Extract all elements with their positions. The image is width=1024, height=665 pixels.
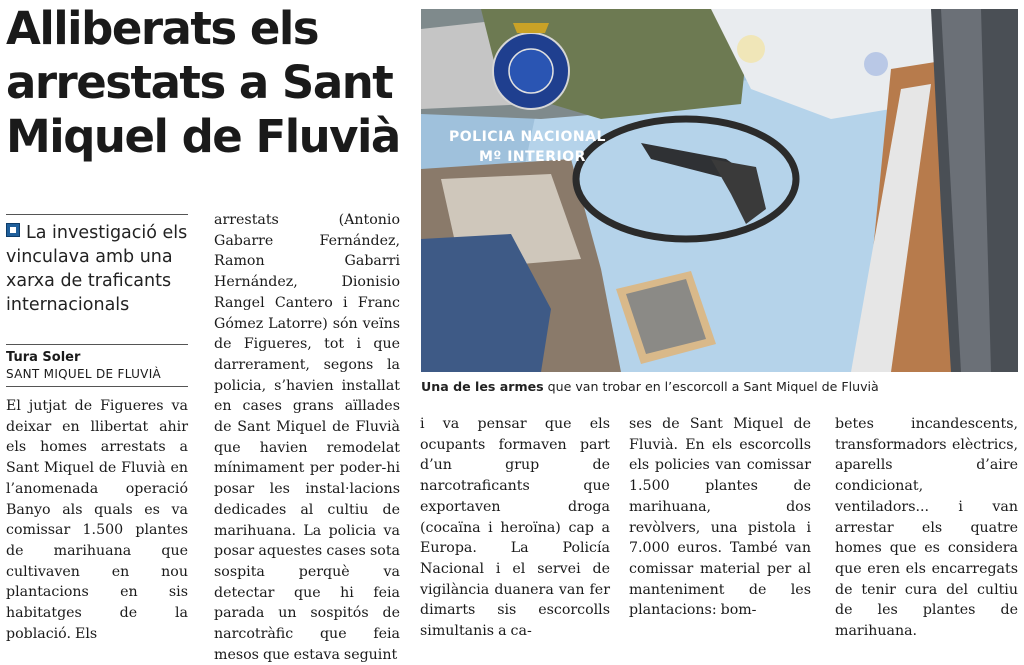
caption-lead: Una de les armes [421,379,544,394]
dateline-location: SANT MIQUEL DE FLUVIÀ [6,367,162,381]
evidence-photo [421,9,1018,372]
body-column-1: El jutjat de Figueres va deixar en llibertat ahir els homes arrestats a Sant Miquel de Fluvià en l’anomenada operació Banyo als quals es va comissar 1.500 plantes de marihuana que cultivaven en nou plantacions en sis habitatges de la població. Els [6,398,188,642]
author-name: Tura Soler [6,350,81,365]
bullet-square-icon [6,223,20,237]
standfirst-text: La investigació els vinculava amb una xarxa de traficants internacionals [6,223,188,315]
body-column-3: i va pensar que els ocupants formaven part d’un grup de narcotraficants que exportaven droga (cocaïna i heroïna) cap a Europa. La Policía Nacional i el servei de vigilància duanera van fer dimarts sis escorcolls simultanis a ca- [420,416,610,640]
body-column-4: ses de Sant Miquel de Fluvià. En els escorcolls els policies van comissar 1.500 plantes de marihuana, dos revòlvers, una pistola i 7.000 euros. També van comissar material per al manteniment de les plantacions: bom- [629,416,811,619]
body-column-5: betes incandescents, transformadors elèctrics, aparells d’aire condicionat, ventiladors... i van arrestar els quatre homes que es considera que eren els encarregats de tenir cura del cultiu de les plantes de marihuana. [835,416,1018,640]
photo-caption [421,378,1018,396]
standfirst [6,214,188,317]
byline [6,344,188,387]
caption-text: que van trobar en l’escorcoll a Sant Miquel de Fluvià [543,379,879,394]
logo-text-line1: POLICIA NACIONAL [449,129,606,145]
logo-text-line2: Mº INTERIOR [479,149,586,165]
headline: Alliberats els arrestats a Sant Miquel de Fluvià [6,2,400,163]
body-column-2: arrestats (Antonio Gabarre Fernández, Ramon Gabarri Hernández, Dionisio Rangel Cantero i Franc Gómez Latorre) són veïns de Figueres, tot i que darrerament, segons la policia, s’havien installat en cases grans aïllades de Sant Miquel de Fluvià que havien remodelat mínimament per poder-hi posar les instal·lacions dedicades al cultiu de marihuana. La policia va posar aquestes cases sota sospita perquè va detectar que hi feia parada un sospitós de narcotràfic que feia mesos que estava seguint [214,212,400,663]
